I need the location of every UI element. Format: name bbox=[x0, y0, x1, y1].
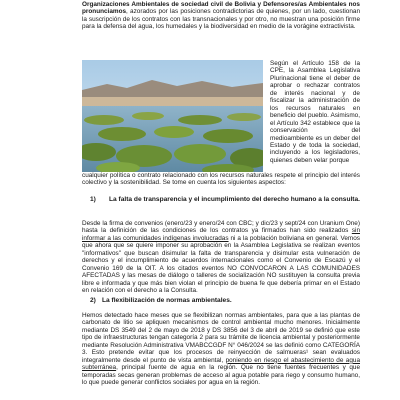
para2-text-a: Hemos detectado hace meses que se flexibilizan normas ambientales, para que a las plantas de carbonato de litio se apliquen mecanismos de control ambiental mucho menores. Inicialmente mediante DS 3549 del 2 de mayo de 2018 y DS 3856 del 3 de abril de 2019 se definió que este tipo de infraestructuras tengan categoría 2 para su trámite de licencia ambiental y posteriormente mediante Resolución Administrativa VMABCCGDF N° 046/2024 se las definió como CATEGORÍA 3. Esto pretende evitar que los procesos de reinyección de salmueras¹ sean evaluados integralmente desde el punto de vista ambiental, bbox=[82, 312, 360, 364]
section-1-heading bbox=[82, 196, 360, 204]
continuation-paragraph: cualquier política o contrato relacionado con los recursos naturales respete el principio del interés colectivo y la sostenibilidad. Se tome en cuenta los siguientes aspectos: bbox=[82, 172, 360, 187]
section-1-number: 1) bbox=[90, 196, 96, 203]
para2-text-b: , principal fuente de agua en la región. Que no tiene fuentes frecuentes y que temporadas secas generan problemas de acceso al agua potable para riego y consumo humano, lo que puede generar conflictos sociales por agua en la región. bbox=[82, 364, 360, 387]
section-2-heading bbox=[82, 297, 360, 305]
para1-text-b: ni a la población boliviana en general. Vemos que ahora que se quiere imponer su aprobación en la Asamblea Legislativa se realizan eventos "informativos" que buscan disimular la falta de transparencia y disimular esta vulneración de derechos y el incumplimiento de acuerdos internacionales como el Convenio de Escazú y el Convenio 169 de la OIT. A los citados eventos NO CONVOCARON A LAS COMUNIDADES AFECTADAS y las mesas de diálogo o talleres de socialización NO sustituyen la consulta previa libre e informada y que más bien violan el principio de buena fe que debería primar en el Estado en relación con el derecho a la Consulta. bbox=[82, 234, 361, 295]
section-2-number: 2) bbox=[90, 297, 96, 304]
para1-underlined: sin informar a las comunidades indígenas involucradas bbox=[82, 227, 360, 242]
para2-underlined: poniendo en riesgo el abastecimiento de agua subterránea bbox=[82, 356, 360, 372]
section-1-paragraph bbox=[82, 220, 360, 295]
wetland-image bbox=[82, 60, 263, 172]
section-2-paragraph bbox=[82, 312, 360, 387]
intro-rest: , azorados por las posiciones contradictorias de quienes, por un lado, cuestionan la suscripción de los contratos con las transnacionales y por otro, no muestran una posición firme para la defensa del agua, los humedales y la biodiversidad en medio de la vorágine extractivista. bbox=[82, 8, 360, 31]
section-1-title: La falta de transparencia y el incumplimiento del derecho humano a la consulta. bbox=[109, 196, 360, 203]
para1-text-a: Desde la firma de convenios (enero/23 y enero/24 con CBC; y dic/23 y sept/24 con Uranium One) hasta la definición de las condiciones de los contratos ya firmados han sido realizados bbox=[82, 220, 360, 235]
salt-flat-wetland-photo bbox=[82, 60, 263, 172]
intro-paragraph bbox=[82, 1, 360, 31]
section-2-title: La flexibilización de normas ambientales. bbox=[102, 297, 232, 304]
side-paragraph: Según el Artículo 158 de la CPE, la Asamblea Legislativa Plurinacional tiene el deber de aprobar o rechazar contratos de interés nacional y de fiscalizar la administración de los recursos naturales en beneficio del pueblo. Asimismo, el Artículo 342 establece que la conservación del medioambiente es un deber del Estado y de toda la sociedad, incluyendo a los legisladores, quienes deben velar porque bbox=[270, 60, 360, 164]
intro-bold-lead: Organizaciones Ambientales de sociedad civil de Bolivia y Defensores/as Ambientales nos pronunciamos bbox=[82, 1, 360, 16]
